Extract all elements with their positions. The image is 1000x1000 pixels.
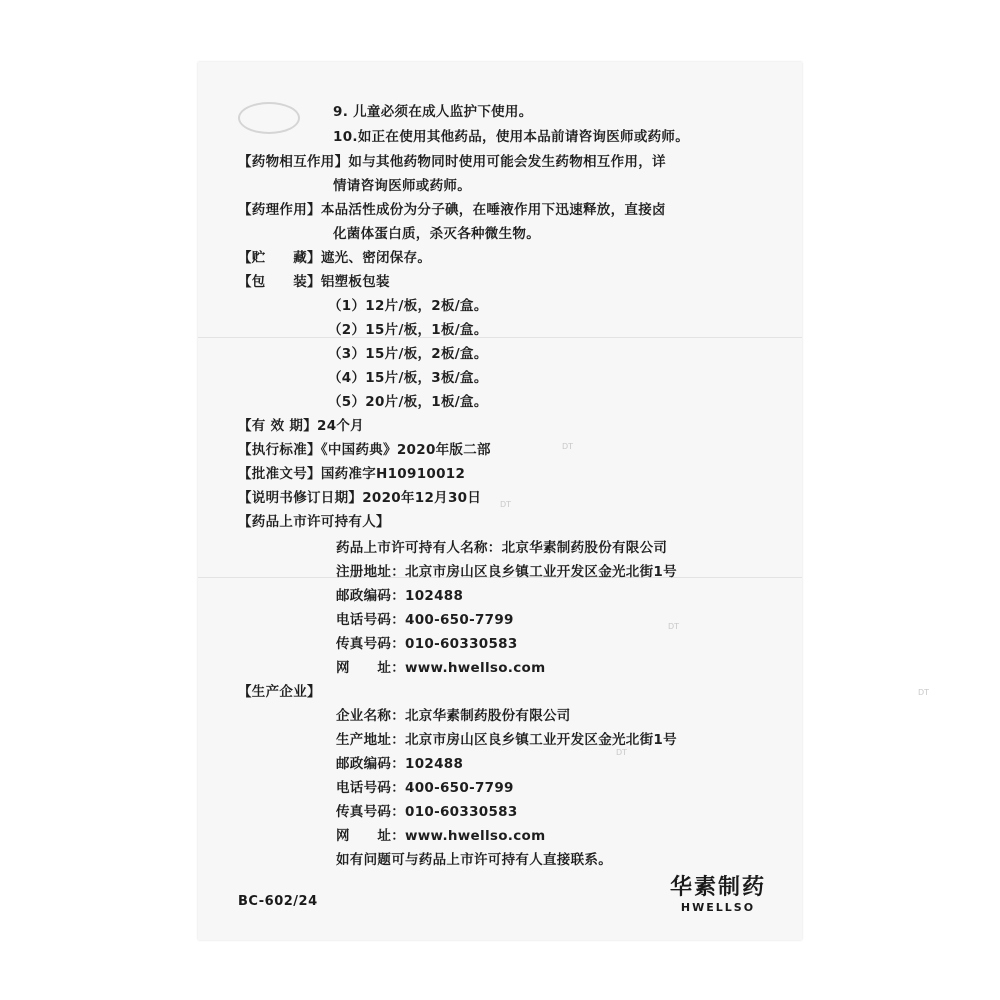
- brand-name-cn: 华素制药: [669, 875, 766, 900]
- storage-label: 【贮 藏】: [238, 250, 321, 266]
- manufacturer-address: 生产地址：北京市房山区良乡镇工业开发区金光北街1号: [336, 732, 677, 748]
- watermark: DT: [500, 500, 512, 509]
- manufacturer-phone: 电话号码：400-650-7799: [336, 780, 514, 796]
- storage-row: [238, 246, 431, 266]
- holder-address: 注册地址：北京市房山区良乡镇工业开发区金光北街1号: [336, 564, 677, 580]
- interactions-text: 如与其他药物同时使用可能会发生药物相互作用，详: [348, 154, 666, 170]
- standard-label: 【执行标准】: [238, 442, 321, 458]
- validity-label: 【有 效 期】: [238, 418, 317, 434]
- precaution-10: 10.如正在使用其他药品，使用本品前请咨询医师或药师。: [333, 129, 690, 145]
- holder-label: 【药品上市许可持有人】: [238, 514, 390, 530]
- revision-text: 2020年12月30日: [362, 490, 482, 506]
- package-row: [238, 270, 390, 290]
- watermark: DT: [562, 442, 574, 451]
- holder-fax: 传真号码：010-60330583: [336, 636, 518, 652]
- interactions-text-cont: 情请咨询医师或药师。: [333, 178, 471, 194]
- watermark: DT: [616, 748, 628, 757]
- manufacturer-website: 网 址：www.hwellso.com: [336, 828, 546, 844]
- manufacturer-fax: 传真号码：010-60330583: [336, 804, 518, 820]
- package-label: 【包 装】: [238, 274, 321, 290]
- contact-note: 如有问题可与药品上市许可持有人直接联系。: [336, 852, 612, 868]
- fold-crease: [198, 337, 802, 338]
- validity-text: 24个月: [317, 418, 364, 434]
- brand-name-en: HWELLSO: [680, 901, 756, 914]
- manufacturer-label: 【生产企业】: [238, 684, 321, 700]
- document-code: BC-602/24: [238, 894, 318, 909]
- interactions-label: 【药物相互作用】: [238, 154, 349, 170]
- pharmacology-label: 【药理作用】: [238, 202, 321, 218]
- package-option: （2）15片/板，1板/盒。: [328, 322, 488, 338]
- approval-text: 国药准字H10910012: [320, 466, 466, 482]
- precaution-9: 9. 儿童必须在成人监护下使用。: [333, 104, 533, 120]
- pharmacology-text-cont: 化菌体蛋白质，杀灭各种微生物。: [333, 226, 540, 242]
- holder-website: 网 址：www.hwellso.com: [336, 660, 546, 676]
- revision-row: [238, 486, 481, 506]
- pharmacology-row: [238, 198, 666, 218]
- validity-row: [238, 414, 364, 434]
- show-through-logo: [238, 102, 300, 134]
- brand-logo: [668, 870, 768, 914]
- package-text: 铝塑板包装: [320, 274, 390, 290]
- watermark: DT: [918, 688, 930, 697]
- standard-text: 《中国药典》2020年版二部: [320, 442, 491, 458]
- approval-row: [238, 462, 465, 482]
- package-option: （4）15片/板，3板/盒。: [328, 370, 488, 386]
- standard-row: [238, 438, 491, 458]
- package-option: （3）15片/板，2板/盒。: [328, 346, 488, 362]
- interactions-row: [238, 150, 666, 170]
- manufacturer-name: 企业名称：北京华素制药股份有限公司: [336, 708, 571, 724]
- pharmacology-text: 本品活性成份为分子碘，在唾液作用下迅速释放，直接卤: [320, 202, 666, 218]
- watermark: DT: [668, 622, 680, 631]
- storage-text: 遮光、密闭保存。: [320, 250, 432, 266]
- package-option: （1）12片/板，2板/盒。: [328, 298, 488, 314]
- leaflet-sheet: [198, 62, 802, 940]
- holder-name: 药品上市许可持有人名称：北京华素制药股份有限公司: [336, 540, 668, 556]
- package-option: （5）20片/板，1板/盒。: [328, 394, 488, 410]
- holder-phone: 电话号码：400-650-7799: [336, 612, 514, 628]
- holder-postcode: 邮政编码：102488: [336, 588, 464, 604]
- manufacturer-postcode: 邮政编码：102488: [336, 756, 464, 772]
- approval-label: 【批准文号】: [238, 466, 321, 482]
- revision-label: 【说明书修订日期】: [238, 490, 363, 506]
